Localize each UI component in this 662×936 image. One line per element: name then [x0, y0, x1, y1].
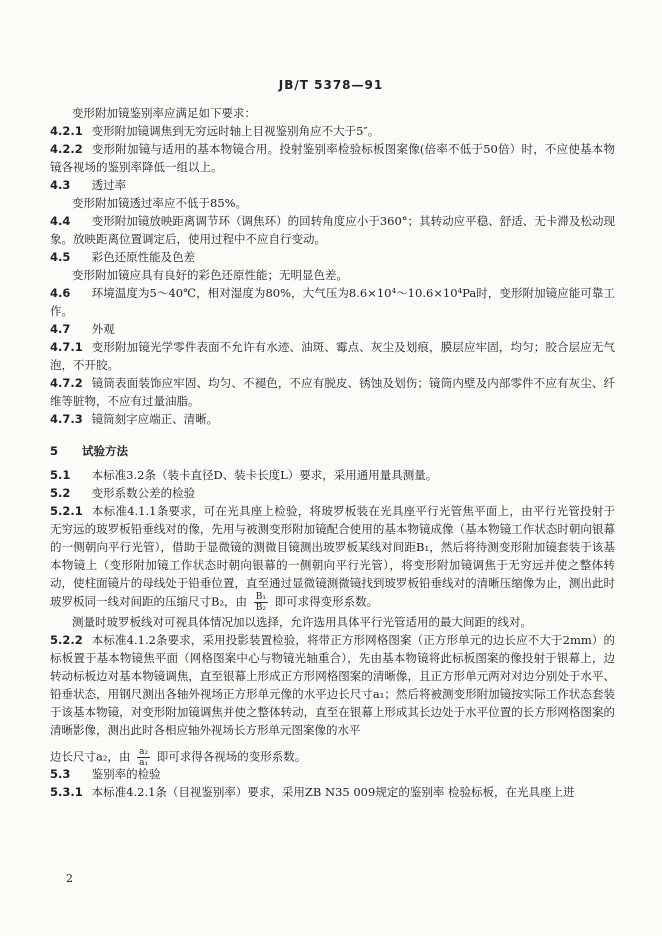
clause-number: 5.3.1: [50, 785, 83, 799]
clause-number: 4.4: [50, 214, 71, 228]
clause-5-2: [50, 484, 615, 502]
paragraph: 变形附加镜应具有良好的彩色还原性能；无明显色差。: [72, 268, 348, 282]
clause-heading: 彩色还原性能及色差: [91, 250, 196, 264]
clause-text: 本标准4.2.1条（目视鉴别率）要求，采用ZB N35 009规定的鉴别率 检验标板，在光具座上进: [91, 785, 575, 799]
clause-4-2-2: [50, 140, 615, 176]
formula-line: [50, 747, 615, 768]
clause-number: 5.2.2: [50, 633, 83, 647]
clause-text: 镜筒表面装饰应牢固、均匀、不褪色，不应有脱皮、锈蚀及划伤；镜筒内壁及内部零件不应有灰尘、纤维等脏物，不应有过量油脂。: [50, 376, 616, 408]
clause-number: 4.7.2: [50, 376, 83, 390]
clause-5-1: [50, 466, 615, 484]
fraction-numerator: a₂: [139, 747, 149, 757]
clause-4-4: [50, 212, 615, 248]
fraction-denominator: B₂: [255, 603, 266, 613]
fraction-b1-b2: [254, 592, 268, 613]
clause-number: 5.2.1: [50, 504, 83, 518]
formula-text-end: 即可求得各视场的变形系数。: [156, 749, 307, 764]
clause-text: 本标准4.1.2条要求，采用投影装置检验，将带正方形网格图案（正方形单元的边长应不大于2mm）的标板置于基本物镜焦平面（网格图案中心与物镜光轴重合），先由基本物镜将此标板图案的像投射于银幕上，边转动标板边对基本物镜调焦，直至银幕上形成正方形网格图案的清晰像，且正方形单元两对对边分别处于水平、铅垂状态，用钢尺测出各轴外视场正方形单元像的水平边长尺寸a₁；然后将被测变形附加镜按实际工作状态套装于该基本物镜，对变形附加镜调焦并使之整体转动，直至在银幕上形成其长边处于水平位置的长方形网格图案的清晰影像，测出此时各相应轴外视场长方形单元图案像的水平: [50, 633, 615, 737]
clause-number: 5.3: [50, 767, 71, 781]
clause-5-2-2: [50, 631, 615, 739]
clause-text: 本标准4.1.1条要求，可在光具座上检验，将玻罗板装在光具座平行光管焦平面上，由平行光管投射于无穷远的玻罗板铅垂线对的像，先用与被测变形附加镜配合使用的基本物镜成像（基本物镜工作状态时朝向银幕的一侧朝向平行光管），借助于显微镜的测微目镜测出玻罗板某线对间距B₁，然后将待测变形附加镜套装于该基本物镜上（变形附加镜工作状态时朝向银幕的一侧朝向平行光管），将变形附加镜调焦于无穷远并使之整体转动，使柱面镜片的母线处于铅垂位置，直至通过显微镜测微镜找到玻罗板铅垂线对的清晰压缩像为止，测出此时玻罗板同一线对间距的压缩尺寸B₂，由: [50, 504, 615, 609]
clause-text: 变形附加镜调焦到无穷远时轴上目视鉴别角应不大于5″。: [91, 124, 380, 138]
clause-text: 本标准3.2条（装卡直径D、装卡长度L）要求，采用通用量具测量。: [91, 468, 438, 482]
clause-number: 4.7.3: [50, 412, 83, 426]
clause-heading: 外观: [91, 322, 115, 336]
clause-4-3: [50, 176, 615, 194]
clause-number: 4.2.2: [50, 142, 83, 156]
clause-4-6: [50, 284, 615, 320]
clause-text-end: 即可求得变形系数。: [274, 594, 379, 609]
clause-number: 4.7.1: [50, 340, 83, 354]
body-text: [50, 104, 615, 801]
clause-number: 4.5: [50, 250, 71, 264]
clause-text: 镜筒刻字应端正、清晰。: [91, 412, 219, 426]
clause-text: 变形附加镜光学零件表面不允许有水迹、油斑、霉点、灰尘及划痕，膜层应牢固，均匀；胶合层应无气泡，不开胶。: [50, 340, 616, 372]
clause-heading: 透过率: [91, 178, 127, 192]
clause-5-3: [50, 765, 615, 783]
fraction-denominator: a₁: [139, 758, 149, 768]
clause-text: 变形附加镜放映距离调节环（调焦环）的回转角度应小于360°；其转动应平稳、舒适、无卡滞及松动现象。放映距离位置调定后，使用过程中不应自行变动。: [50, 214, 615, 246]
clause-number: 4.7: [50, 322, 71, 336]
clause-5-2-1: [50, 502, 615, 613]
clause-5-3-1: [50, 783, 615, 801]
fraction-numerator: B₁: [255, 592, 266, 602]
clause-4-7-3: [50, 410, 615, 428]
clause-4-2-1: [50, 122, 615, 140]
clause-heading: 鉴别率的检验: [91, 767, 161, 781]
clause-number: 4.6: [50, 286, 71, 300]
clause-4-7: [50, 320, 615, 338]
clause-number: 4.3: [50, 178, 71, 192]
clause-text: 变形附加镜与适用的基本物镜合用。投射鉴别率检验标板图案像(倍率不低于50倍）时，不应使基本物镜各视场的鉴别率降低一组以上。: [50, 142, 615, 174]
formula-text: 边长尺寸a₂，由: [50, 749, 131, 764]
clause-4-7-2: [50, 374, 615, 410]
clause-text: 环境温度为5～40℃，相对湿度为80%，大气压为8.6×10⁴～10.6×10⁴Pa时，变形附加镜应能可靠工作。: [50, 286, 615, 318]
clause-number: 5.1: [50, 468, 71, 482]
paragraph: 变形附加镜透过率应不低于85%。: [72, 196, 248, 210]
clause-4-7-1: [50, 338, 615, 374]
clause-heading: 变形系数公差的检验: [91, 486, 196, 500]
section-number: 5: [50, 444, 59, 458]
section-title: 试验方法: [82, 444, 129, 458]
paragraph: 变形附加镜鉴别率应满足如下要求：: [72, 106, 256, 120]
paragraph: 测量时玻罗板线对可视具体情况加以选择，允许选用具体平行光管适用的最大间距的线对。: [72, 615, 532, 629]
clause-4-5: [50, 248, 615, 266]
section-5-heading: [50, 442, 615, 460]
standard-header: JB/T 5378—91: [278, 78, 384, 92]
clause-number: 5.2: [50, 486, 71, 500]
page-number: 2: [66, 872, 73, 885]
clause-number: 4.2.1: [50, 124, 83, 138]
